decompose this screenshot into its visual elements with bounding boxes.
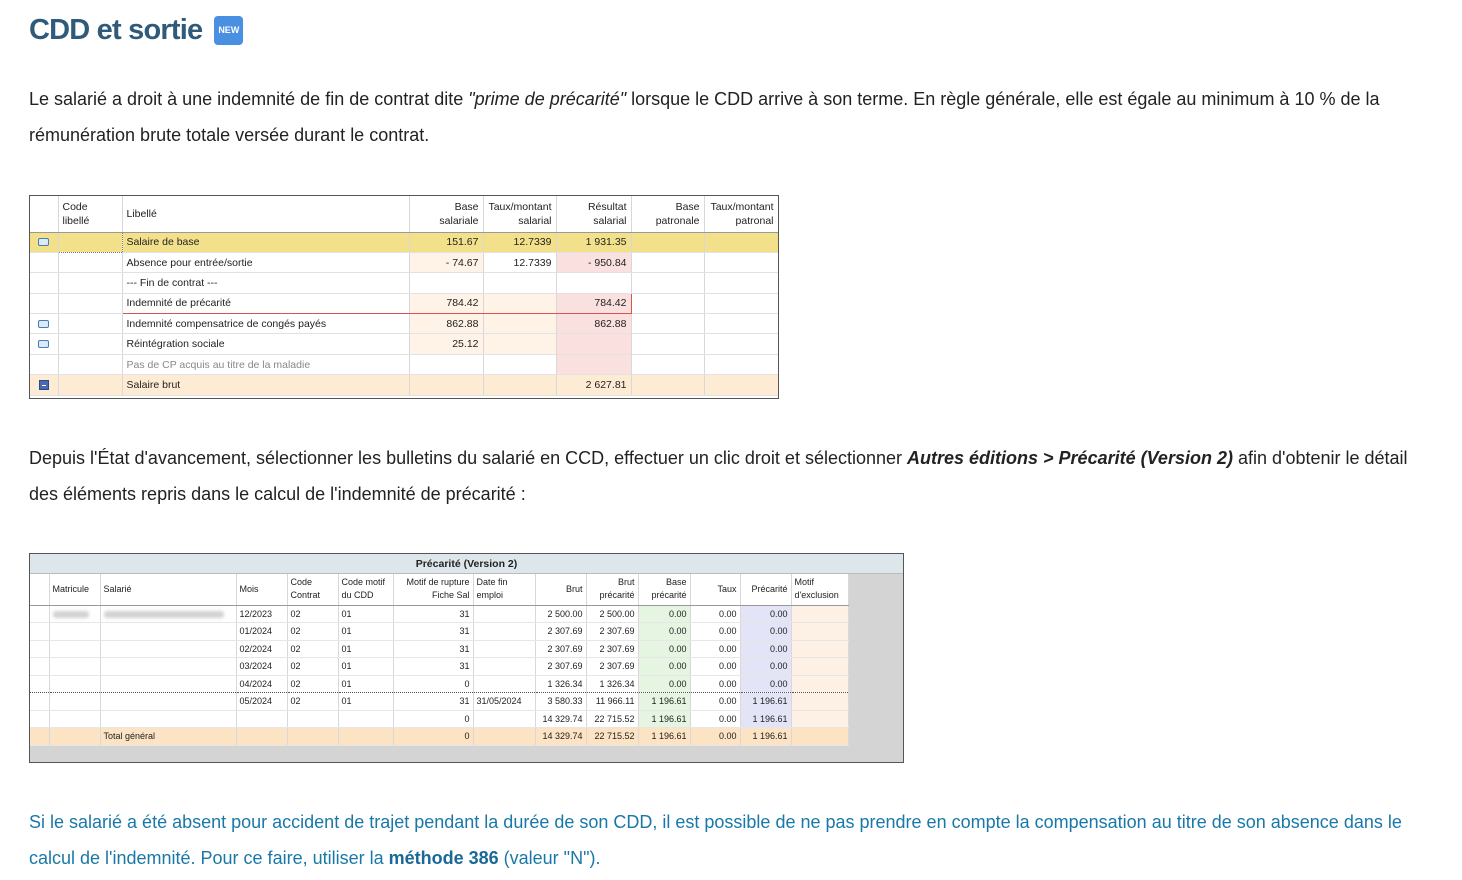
total-taux: 0.00 — [690, 728, 740, 746]
rupture-cell: 31 — [393, 693, 473, 711]
mois-cell: 02/2024 — [236, 640, 287, 658]
rupture-cell: 31 — [393, 658, 473, 676]
table-row — [30, 693, 848, 711]
motif-exclusion-cell — [791, 623, 848, 641]
col-icon — [30, 196, 58, 232]
taux-cell: 0.00 — [690, 623, 740, 641]
motif-exclusion-cell — [791, 675, 848, 693]
col-taux-patronal: Taux/montant patronal — [704, 196, 778, 232]
col-salarie: Salarié — [100, 574, 236, 605]
brut-precarite-cell: 2 500.00 — [586, 605, 638, 623]
comment-icon — [38, 320, 49, 328]
highlighted-precarite-label: Indemnité de précarité — [122, 293, 409, 313]
total-brut-precarite: 22 715.52 — [586, 728, 638, 746]
table-row — [30, 605, 848, 623]
col-motif-rupture: Motif de rupture Fiche Sal — [393, 574, 473, 605]
table-row — [30, 675, 848, 693]
taux-cell: 0.00 — [690, 693, 740, 711]
motif-cell: 01 — [338, 675, 393, 693]
matricule-cell — [49, 693, 100, 711]
brut-cell: 2 307.69 — [535, 623, 586, 641]
brut-cell: 3 580.33 — [535, 693, 586, 711]
instructions-text-1: Depuis l'État d'avancement, sélectionner les bulletins du salarié en CCD, effectuer un clic droit et sélectionner — [29, 448, 908, 468]
motif-exclusion-cell — [791, 640, 848, 658]
rupture-cell: 31 — [393, 623, 473, 641]
motif-cell: 01 — [338, 640, 393, 658]
collapse-icon — [39, 380, 49, 390]
taux-cell: 0.00 — [690, 605, 740, 623]
base-precarite-cell: 0.00 — [638, 605, 690, 623]
salarie-cell — [100, 623, 236, 641]
precarite-cell: 0.00 — [740, 675, 791, 693]
date-fin-cell — [473, 658, 535, 676]
brut-cell: 2 500.00 — [535, 605, 586, 623]
taux-cell: 0.00 — [690, 675, 740, 693]
comment-icon — [38, 238, 49, 246]
brut-precarite-cell: 2 307.69 — [586, 658, 638, 676]
mois-cell: 05/2024 — [236, 693, 287, 711]
matricule-cell — [49, 675, 100, 693]
method-reference: méthode 386 — [388, 848, 499, 868]
table-row: Pas de CP acquis au titre de la maladie — [30, 354, 778, 374]
col-libelle: Libellé — [122, 196, 409, 232]
table-row — [30, 710, 848, 728]
table-row: Réintégration sociale 25.12 — [30, 334, 778, 354]
contrat-cell: 02 — [287, 693, 338, 711]
col-code-libelle: Code libellé — [58, 196, 122, 232]
col-motif-exclusion: Motif d'exclusion — [791, 574, 848, 605]
col-code-contrat: Code Contrat — [287, 574, 338, 605]
comment-icon — [38, 340, 49, 348]
col-taux: Taux — [690, 574, 740, 605]
date-fin-cell — [473, 675, 535, 693]
table-row: Absence pour entrée/sortie - 74.67 12.7339 - 950.84 — [30, 252, 778, 272]
brut-cell: 2 307.69 — [535, 640, 586, 658]
base-precarite-cell: 0.00 — [638, 658, 690, 676]
mois-cell — [236, 710, 287, 728]
page-title — [29, 14, 243, 47]
matricule-cell — [49, 623, 100, 641]
col-base-precarite: Base précarité — [638, 574, 690, 605]
precarite-cell: 0.00 — [740, 640, 791, 658]
salarie-cell — [100, 605, 236, 623]
rupture-cell: 31 — [393, 605, 473, 623]
note-paragraph — [29, 804, 1434, 876]
contrat-cell: 02 — [287, 640, 338, 658]
table-row — [30, 623, 848, 641]
brut-cell: 2 307.69 — [535, 658, 586, 676]
redacted-name — [104, 611, 224, 618]
report-caption: Précarité (Version 2) — [30, 554, 903, 574]
col-precarite: Précarité — [740, 574, 791, 605]
redacted-matricule — [53, 611, 89, 618]
taux-cell: 0.00 — [690, 640, 740, 658]
taux-cell: 0.00 — [690, 658, 740, 676]
base-precarite-cell: 0.00 — [638, 640, 690, 658]
motif-cell — [338, 710, 393, 728]
matricule-cell — [49, 658, 100, 676]
salarie-cell — [100, 693, 236, 711]
rupture-cell: 0 — [393, 710, 473, 728]
date-fin-cell — [473, 640, 535, 658]
payslip-table-image — [29, 195, 779, 399]
contrat-cell: 02 — [287, 658, 338, 676]
base-precarite-cell: 0.00 — [638, 675, 690, 693]
date-fin-cell — [473, 623, 535, 641]
motif-cell: 01 — [338, 693, 393, 711]
salarie-cell — [100, 658, 236, 676]
precarite-cell: 0.00 — [740, 658, 791, 676]
matricule-cell — [49, 640, 100, 658]
col-matricule: Matricule — [49, 574, 100, 605]
matricule-cell — [49, 605, 100, 623]
salarie-cell — [100, 640, 236, 658]
intro-quoted: "prime de précarité" — [468, 89, 627, 109]
motif-cell: 01 — [338, 623, 393, 641]
matricule-cell — [49, 710, 100, 728]
base-precarite-cell: 1 196.61 — [638, 693, 690, 711]
total-precarite: 1 196.61 — [740, 728, 791, 746]
contrat-cell: 02 — [287, 675, 338, 693]
instructions-text-2: afin d'obtenir le détail des éléments repris dans le calcul de l'indemnité de précarité : — [29, 448, 1408, 504]
motif-exclusion-cell — [791, 693, 848, 711]
precarite-report-image — [29, 553, 904, 763]
brut-precarite-cell: 2 307.69 — [586, 623, 638, 641]
note-text-2: (valeur "N"). — [498, 848, 601, 868]
note-text-1: Si le salarié a été absent pour accident de trajet pendant la durée de son CDD, il est possible de ne pas prendre en compte la compensation au titre de son absence dans le calcul de l'indemnité. Pour ce faire, utiliser la — [29, 812, 1402, 868]
col-brut: Brut — [535, 574, 586, 605]
contrat-cell: 02 — [287, 623, 338, 641]
total-brut: 14 329.74 — [535, 728, 586, 746]
brut-precarite-cell: 2 307.69 — [586, 640, 638, 658]
title-text: CDD et sortie — [29, 14, 203, 46]
col-base-patronale: Base patronale — [631, 196, 704, 232]
col-code-motif: Code motif du CDD — [338, 574, 393, 605]
total-base-precarite: 1 196.61 — [638, 728, 690, 746]
col-mois: Mois — [236, 574, 287, 605]
total-row — [30, 728, 848, 746]
col-taux-salarial: Taux/montant salarial — [483, 196, 556, 232]
mois-cell: 01/2024 — [236, 623, 287, 641]
date-fin-cell — [473, 605, 535, 623]
intro-paragraph — [29, 81, 1434, 153]
precarite-cell: 0.00 — [740, 605, 791, 623]
date-fin-cell — [473, 710, 535, 728]
rupture-cell: 31 — [393, 640, 473, 658]
salarie-cell — [100, 710, 236, 728]
table-row: Salaire de base 151.67 12.7339 1 931.35 — [30, 232, 778, 252]
table-row — [30, 640, 848, 658]
table-row: Salaire brut 2 627.81 — [30, 375, 778, 395]
brut-cell: 14 329.74 — [535, 710, 586, 728]
col-brut-precarite: Brut précarité — [586, 574, 638, 605]
motif-cell: 01 — [338, 658, 393, 676]
new-badge-icon: NEW — [214, 16, 243, 45]
table-row — [30, 658, 848, 676]
total-label: Total général — [100, 728, 236, 746]
col-base-salariale: Base salariale — [409, 196, 483, 232]
taux-cell: 0.00 — [690, 710, 740, 728]
mois-cell: 12/2023 — [236, 605, 287, 623]
menu-path: Autres éditions > Précarité (Version 2) — [907, 448, 1233, 468]
col-date-fin: Date fin emploi — [473, 574, 535, 605]
motif-exclusion-cell — [791, 605, 848, 623]
table-row: Indemnité de précarité 784.42 784.42 — [30, 293, 778, 313]
motif-exclusion-cell — [791, 710, 848, 728]
rupture-cell: 0 — [393, 675, 473, 693]
table-row: Indemnité compensatrice de congés payés 862.88 862.88 — [30, 314, 778, 334]
salarie-cell — [100, 675, 236, 693]
brut-precarite-cell: 1 326.34 — [586, 675, 638, 693]
mois-cell: 03/2024 — [236, 658, 287, 676]
col-resultat-salarial: Résultat salarial — [556, 196, 631, 232]
base-precarite-cell: 1 196.61 — [638, 710, 690, 728]
motif-exclusion-cell — [791, 658, 848, 676]
contrat-cell: 02 — [287, 605, 338, 623]
precarite-cell: 1 196.61 — [740, 710, 791, 728]
motif-cell: 01 — [338, 605, 393, 623]
date-fin-cell: 31/05/2024 — [473, 693, 535, 711]
intro-text-2: lorsque le CDD arrive à son terme. En règle générale, elle est égale au minimum à 10 % de la rémunération brute totale versée durant le contrat. — [29, 89, 1380, 145]
brut-precarite-cell: 11 966.11 — [586, 693, 638, 711]
mois-cell: 04/2024 — [236, 675, 287, 693]
instructions-paragraph — [29, 440, 1434, 512]
table-row: --- Fin de contrat --- — [30, 273, 778, 293]
base-precarite-cell: 0.00 — [638, 623, 690, 641]
total-rupture: 0 — [393, 728, 473, 746]
brut-cell: 1 326.34 — [535, 675, 586, 693]
precarite-cell: 0.00 — [740, 623, 791, 641]
contrat-cell — [287, 710, 338, 728]
brut-precarite-cell: 22 715.52 — [586, 710, 638, 728]
intro-text-1: Le salarié a droit à une indemnité de fin de contrat dite — [29, 89, 469, 109]
precarite-cell: 1 196.61 — [740, 693, 791, 711]
